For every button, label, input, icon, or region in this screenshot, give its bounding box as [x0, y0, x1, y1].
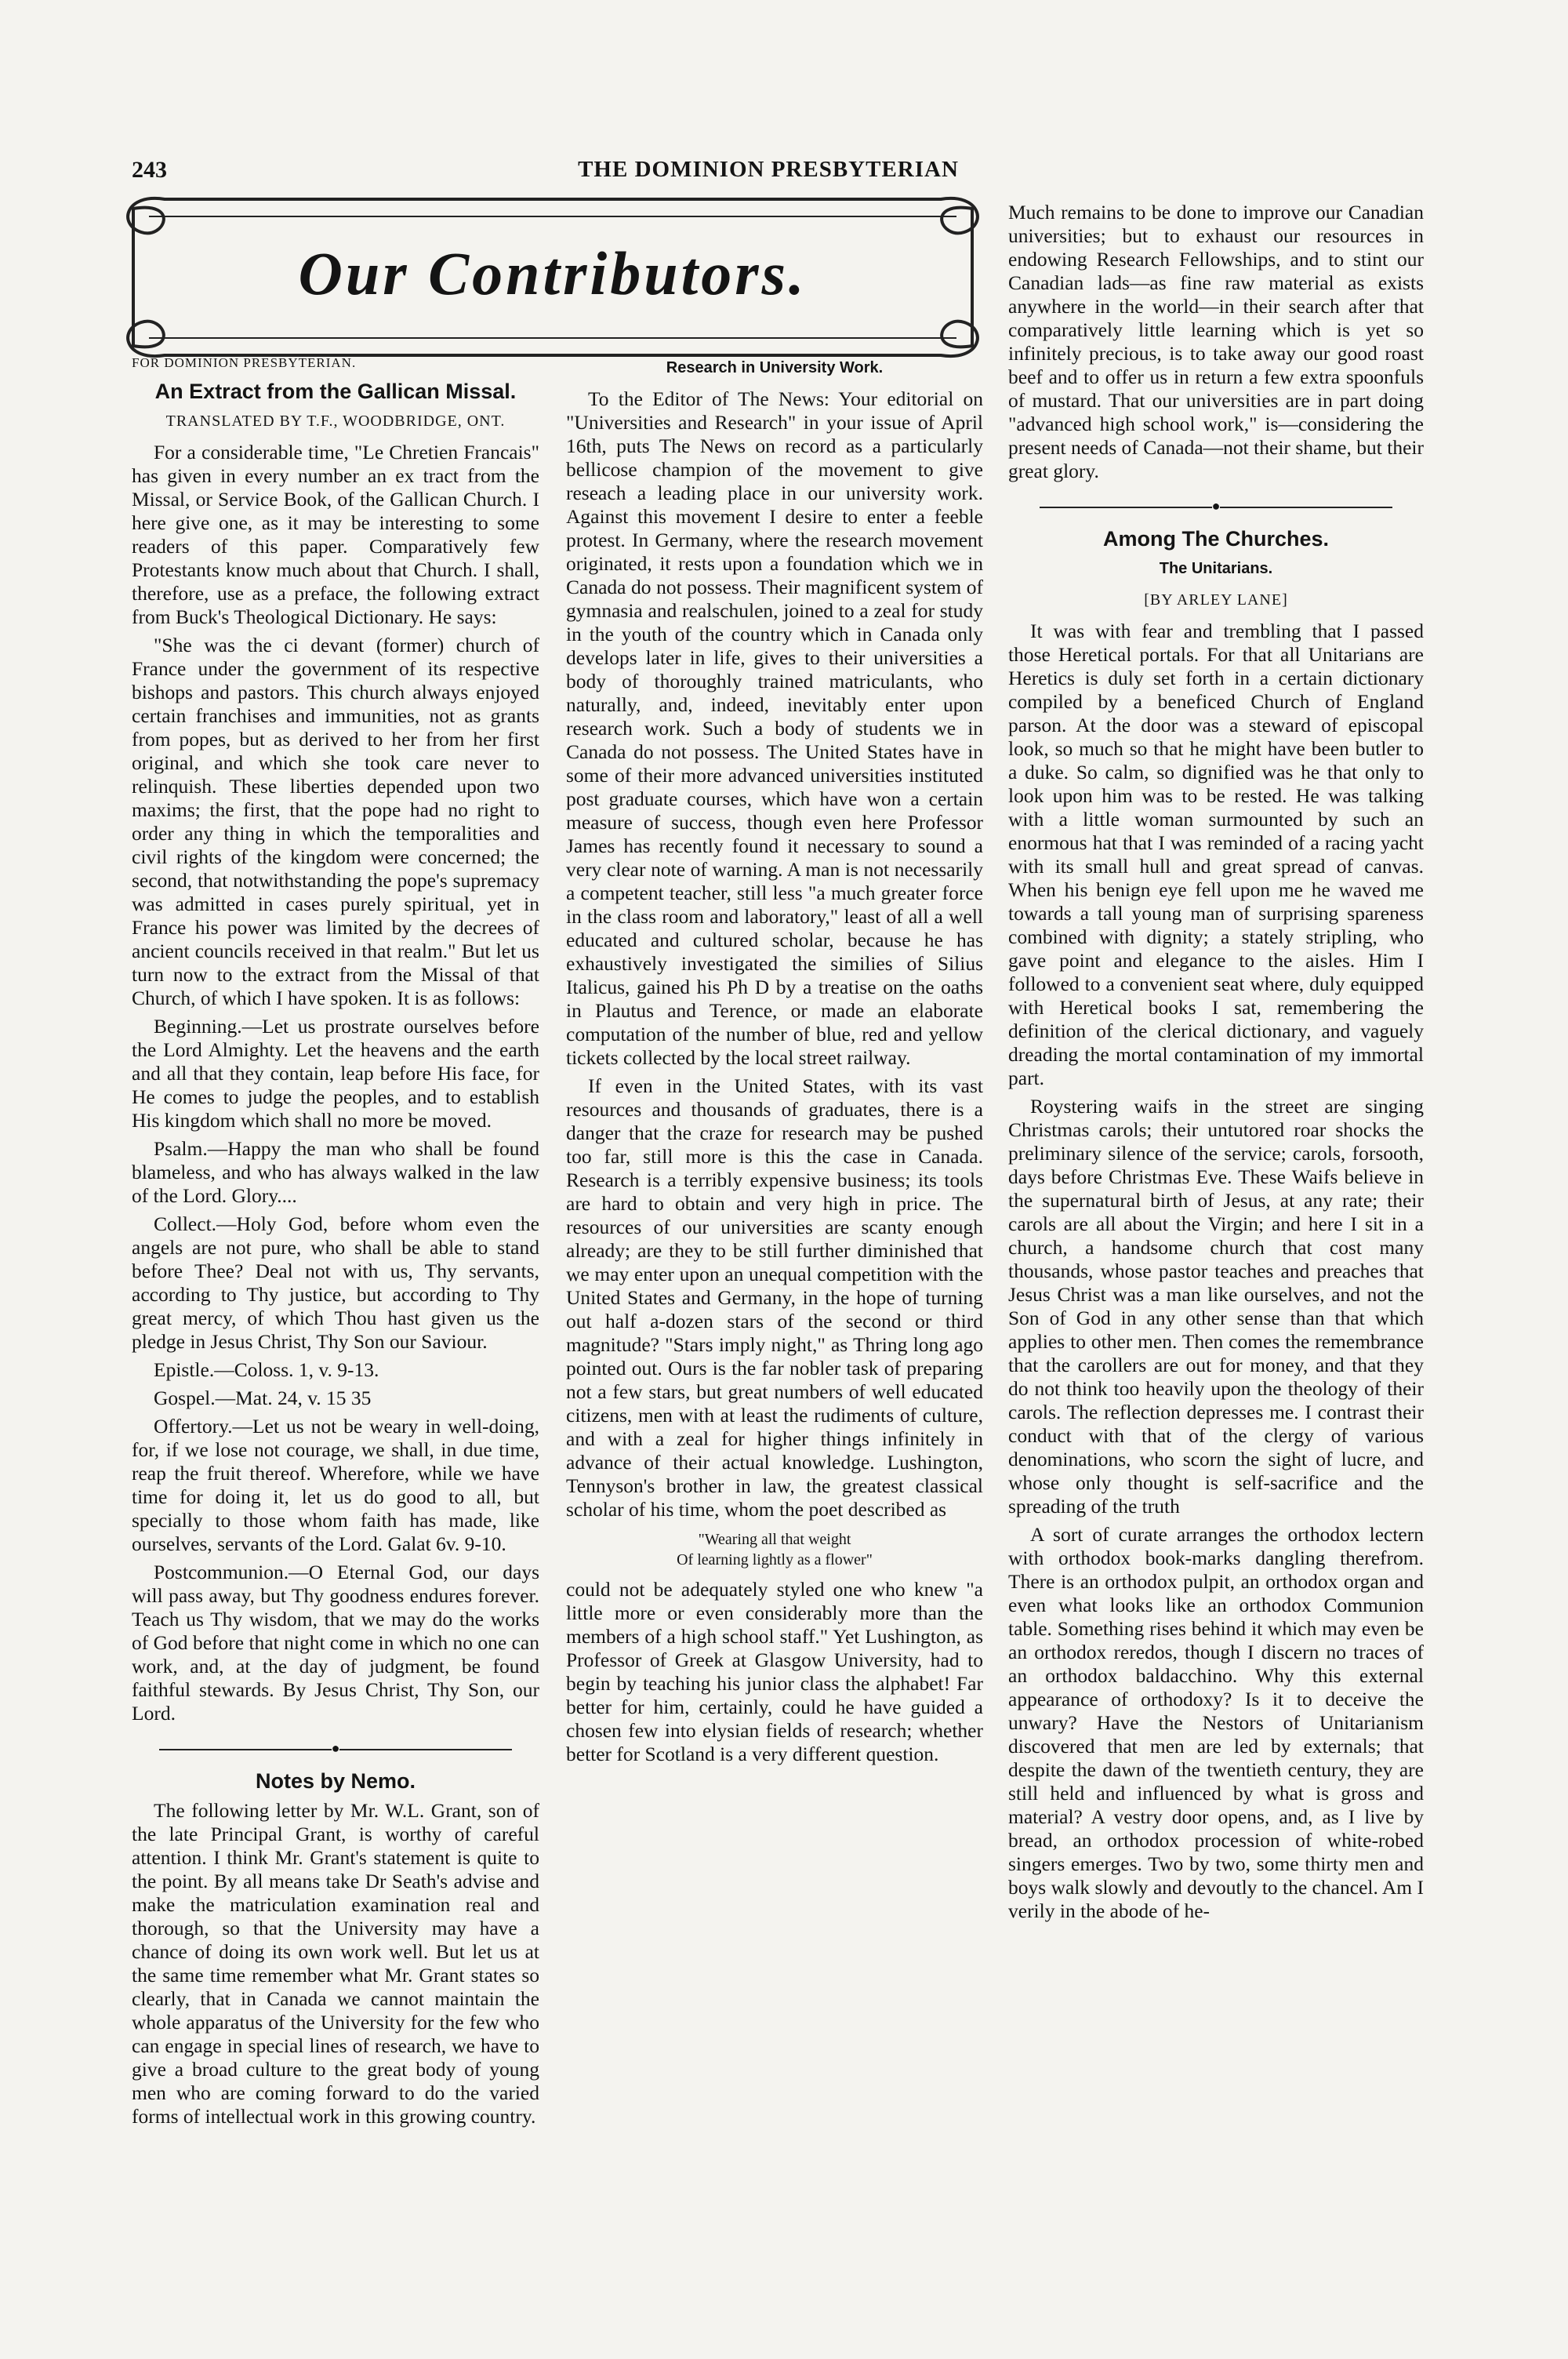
paragraph: Epistle.—Coloss. 1, v. 9-13.: [154, 1358, 379, 1381]
poem-quote: [566, 1529, 983, 1570]
paragraph: Offertory.—Let us not be weary in well-doing, for, if we lose not courage, we shall, in due time, reap the fruit thereof. Wherefore, while we have time for doing it, let us do good to all, but specially to those whom faith has made, like ourselves, servants of the Lord. Galat 6v. 9-10.: [132, 1415, 539, 1555]
paragraph: Beginning.—Let us prostrate ourselves before the Lord Almighty. Let the heavens and the earth and all that they contain, leap before His face, for He comes to judge the peoples, and to establish His kingdom which shall no more be moved.: [132, 1015, 539, 1132]
paragraph: It was with fear and trembling that I passed those Heretical portals. For that all Unitarians are Heretics is duly set forth in a certain dictionary compiled by a beneficed Church of England parson. At the door was a steward of episcopal look, so much so that he might have been butler to a duke. So calm, so dignified was he that only to look upon him was to be rested. He was talking with a little woman surmounted by such an enormous hat that I was reminded of a racing yacht with its small hull and great spread of canvas. When his benign eye fell upon me he waved me towards a tall young man of surprising spareness combined with dignity; a stately stripling, who gave point and elegance to the aisles. Him I followed to a convenient seat where, duly equipped with Heretical books I sat, remembering the definition of the clerical dictionary, and vaguely dreading the mortal contamination of my immortal part.: [1008, 620, 1424, 1089]
paragraph: Postcommunion.—O Eternal God, our days will pass away, but Thy goodness endures forever. Teach us Thy wisdom, that we may do the works of God before that night come in which no one can work, and, at the day of judgment, be found faithful stewards. By Jesus Christ, Thy Son, our Lord.: [132, 1561, 539, 1725]
section-banner: [118, 193, 988, 362]
paragraph: The following letter by Mr. W.L. Grant, son of the late Principal Grant, is worthy of careful attention. I think Mr. Grant's statement is quite to the point. By all means take Dr Seath's advise and make the matriculation examination real and thorough, so that the University may have a chance of doing its own work well. But let us at the same time remember what Mr. Grant states so clearly, that in Canada we cannot maintain the whole apparatus of the University for the few who can engage in special lines of research, we have to give a broad culture to the great body of young men who are coming forward to do the varied forms of intellectual work in this growing country.: [132, 1799, 539, 2128]
paragraph: Collect.—Holy God, before whom even the angels are not pure, who shall be able to stand before Thee? Deal not with us, Thy servants, according to Thy justice, but according to Thy great mercy, of which Thou hast given us the pledge in Jesus Christ, Thy Son our Saviour.: [132, 1212, 539, 1353]
article-title: An Extract from the Gallican Missal.: [154, 380, 517, 403]
paragraph: For a considerable time, "Le Chretien Francais" has given in every number an ex tract from the Missal, or Service Book, of the Gallican Church. I here give one, as it may be interesting to some readers of this paper. Comparatively few Protestants know much about that Church. I shall, therefore, use as a preface, the following extract from Buck's Theological Dictionary. He says:: [132, 441, 539, 628]
article-subtitle: The Unitarians.: [1159, 560, 1273, 577]
paragraph: Psalm.—Happy the man who shall be found blameless, and who has always walked in the law of the Lord. Glory....: [132, 1137, 539, 1207]
letter-heading: Research in University Work.: [666, 359, 884, 376]
paragraph: "She was the ci devant (former) church of France under the government of its respective bishops and pastors. This church always enjoyed certain franchises and immunities, not as grants from popes, but as derived to her from her first original, and which she took care never to relinquish. These liberties depended upon two maxims; the first, that the pope had no right to order any thing in which the temporalities and civil rights of the kingdom were concerned; the second, that notwithstanding the pope's supremacy was admitted in cases purely spiritual, yet in France his power was limited by the decrees of ancient councils received in that realm." But let us turn now to the extract from the Missal of that Church, of which I have spoken. It is as follows:: [132, 634, 539, 1009]
section-title: Our Contributors.: [298, 239, 808, 307]
quote-line: Of learning lightly as a flower": [677, 1551, 873, 1568]
article-title: Among The Churches.: [1102, 527, 1330, 551]
divider: ●: [132, 1736, 539, 1760]
quote-line: "Wearing all that weight: [698, 1531, 851, 1548]
article-byline: TRANSLATED BY T.F., WOODBRIDGE, ONT.: [165, 413, 506, 430]
article-title: Notes by Nemo.: [255, 1769, 416, 1793]
divider: ●: [1008, 494, 1424, 518]
paragraph: If even in the United States, with its vast resources and thousands of graduates, there is a danger that the craze for research may be pushed too far, still more is this the case in Canada. Research is a terribly expensive business; its tools are hard to obtain and very high in price. The resources of our universities are scanty enough already; are they to be still further diminished that we may enter upon an unequal competition with the United States and Germany, in the hope of turning out half a-dozen stars of the second or third magnitude? "Stars imply night," as Thring long ago pointed out. Ours is the far nobler task of preparing not a few stars, but great numbers of well educated citizens, men with at least the rudiments of culture, and with a zeal for higher things infinitely in advance of their actual knowledge. Lushington, Tennyson's brother in law, the greatest classical scholar of his time, whom the poet described as: [566, 1074, 983, 1521]
paragraph: A sort of curate arranges the orthodox lectern with orthodox book-marks dangling therefrom. There is an orthodox pulpit, an orthodox organ and even what looks like an orthodox Communion table. Something rises behind it which may even be an orthodox reredos, though I discern no traces of an orthodox baldacchino. Why this external appearance of orthodoxy? Is it to deceive the unwary? Have the Nestors of Unitarianism discovered that men are led by externals; that despite the dawn of the twentieth century, they are still held and influenced by what is gross and material? A vestry door opens, and, as I live by bread, an orthodox procession of white-robed singers emerges. Two by two, some thirty men and boys walk slowly and devoutly to the chancel. Am I verily in the abode of he-: [1008, 1523, 1424, 1922]
column-1: [132, 351, 539, 2133]
paragraph: Roystering waifs in the street are singing Christmas carols; their untutored roar shocks the preliminary silence of the service; carols, forsooth, days before Christmas Eve. These Waifs believe in the supernatural birth of Jesus, at any rate; their carols are all about the Virgin; and here I sit in a church, a handsome church that cost many thousands, whose pastor teaches and preaches that Jesus Christ was a man like ourselves, and not the Son of God in any other sense than that which applies to other men. Then comes the remembrance that the carollers are out for money, and that they do not think too heavily upon the theology of their carols. The reflection depresses me. I contrast their conduct with that of the clergy of various denominations, who scorn the sight of lucre, and whose only thought is self-sacrifice and the spreading of the truth: [1008, 1095, 1424, 1518]
paragraph: Gospel.—Mat. 24, v. 15 35: [154, 1387, 372, 1409]
page-number: 243: [132, 157, 167, 183]
paragraph: To the Editor of The News: Your editorial on "Universities and Research" in your issue of April 16th, puts The News on record as a particularly bellicose champion of the movement to give reseach a leading place in our university work. Against this movement I desire to enter a feeble protest. In Germany, where the research movement originated, it rests upon a foundation which we in Canada do not possess. Their magnificent system of gymnasia and realschulen, joined to a zeal for study in the youth of the country which in Canada only develops later in life, gives to their universities a body of thoroughly trained matriculants, who naturally, and, indeed, inevitably enter upon research work. Such a body of students we in Canada do not possess. The United States have in some of their more advanced universities instituted post graduate courses, which have won a certain measure of success, though even here Professor James has recently found it necessary to sound a very clear note of warning. A man is not necessarily a competent teacher, still less "a much greater force in the class room and laboratory," least of all a well educated and cultured scholar, because he has exhaustively investigated the similies of Silius Italicus, gained his Ph D by a treatise on the oaths in Plautus and Terence, or made an elaborate computation of the number of blue, red and yellow tickets collected by the local street railway.: [566, 387, 983, 1069]
running-head: THE DOMINION PRESBYTERIAN: [578, 157, 959, 182]
column-3: [1008, 201, 1424, 1928]
column-2: [566, 351, 983, 1771]
article-byline: [BY ARLEY LANE]: [1144, 591, 1288, 609]
article-credit: FOR DOMINION PRESBYTERIAN.: [132, 355, 357, 370]
paragraph: Much remains to be done to improve our Canadian universities; but to exhaust our resources in endowing Research Fellowships, and to stint our Canadian lads—as fine raw material as exists anywhere in the world—in their search after that comparatively little learning which is yet so infinitely precious, is to take away our good roast beef and to offer us in return a few extra spoonfuls of mustard. That our universities are in part doing "advanced high school work," is—considering the present needs of Canada—not their shame, but their great glory.: [1008, 201, 1424, 482]
paragraph: could not be adequately styled one who knew "a little more or even considerably more than the members of a high school staff." Yet Lushington, as Professor of Greek at Glasgow University, had to begin by teaching his junior class the alphabet! Far better for him, certainly, could he have guided a chosen few into elysian fields of research; whether better for Scotland is a very different question.: [566, 1578, 983, 1765]
